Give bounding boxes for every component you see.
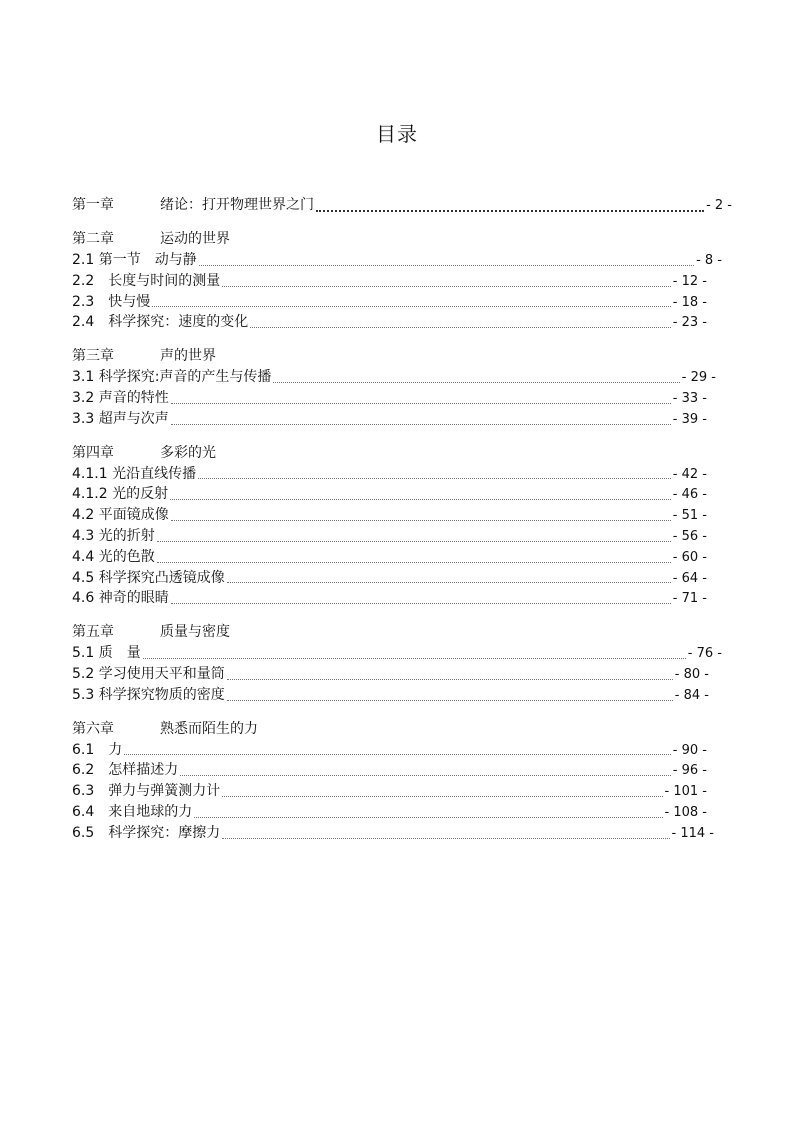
toc-entry[interactable] — [72, 292, 707, 313]
section-title: 动与静 — [154, 252, 197, 268]
chapter-4 — [72, 442, 732, 610]
chapter-number: 第五章 — [72, 624, 114, 641]
section-number: 5.3 — [72, 686, 95, 703]
chapter-title: 质量与密度 — [160, 624, 230, 641]
table-of-contents — [72, 194, 732, 856]
section-number: 5.1 — [72, 645, 95, 662]
dot-leader — [222, 795, 662, 797]
toc-entry[interactable] — [72, 781, 707, 802]
dot-leader — [171, 602, 671, 604]
dot-leader — [227, 581, 671, 583]
section-number: 3.2 — [72, 389, 95, 406]
section-number: 4.1.1 — [72, 465, 108, 482]
section-title: 科学探究凸透镜成像 — [98, 569, 225, 586]
section-number: 2.1 第一节 — [72, 252, 141, 268]
page-number: - 23 - — [672, 315, 707, 331]
chapter-number: 第四章 — [72, 444, 114, 461]
section-number: 4.2 — [72, 507, 95, 524]
chapter-5 — [72, 621, 732, 705]
page-title: 目录 — [376, 122, 418, 146]
page-number: - 33 - — [672, 390, 707, 406]
dot-leader — [198, 477, 671, 479]
section-title: 质 量 — [98, 645, 141, 662]
section-title: 弹力与弹簧测力计 — [108, 783, 221, 800]
page-number: - 8 - — [696, 253, 722, 268]
section-number: 3.3 — [72, 410, 95, 427]
section-title: 快与慢 — [108, 293, 151, 310]
toc-entry[interactable] — [72, 250, 722, 271]
section-number: 4.4 — [72, 548, 95, 565]
dot-leader — [171, 402, 671, 404]
dot-leader — [157, 540, 671, 542]
section-title: 力 — [108, 741, 123, 758]
page-number: - 96 - — [672, 763, 707, 779]
toc-entry[interactable] — [72, 367, 716, 388]
section-number: 2.4 — [72, 314, 95, 331]
toc-entry[interactable] — [72, 588, 707, 609]
toc-entry[interactable] — [72, 464, 707, 485]
chapter-number: 第六章 — [72, 720, 114, 737]
toc-entry[interactable] — [72, 409, 707, 430]
page-number: - 51 - — [672, 508, 707, 524]
section-title: 长度与时间的测量 — [108, 272, 221, 289]
chapter-3 — [72, 345, 732, 429]
section-number: 4.3 — [72, 527, 95, 544]
chapter-title: 声的世界 — [160, 348, 216, 365]
toc-entry[interactable] — [72, 685, 709, 706]
toc-entry[interactable] — [72, 194, 732, 216]
page-number: - 42 - — [672, 466, 707, 482]
chapter-1 — [72, 194, 732, 216]
page-number: - 80 - — [674, 666, 709, 682]
section-number: 4.5 — [72, 569, 95, 586]
section-title: 学习使用天平和量筒 — [98, 665, 225, 682]
section-title: 超声与次声 — [98, 410, 169, 427]
section-title: 光的折射 — [98, 527, 155, 544]
page-number: - 108 - — [664, 804, 707, 820]
section-number: 6.2 — [72, 762, 95, 779]
section-number: 6.4 — [72, 803, 95, 820]
section-title: 神奇的眼睛 — [98, 590, 169, 607]
dot-leader — [199, 264, 694, 266]
section-number: 6.3 — [72, 783, 95, 800]
dot-leader — [222, 285, 671, 287]
dot-leader — [227, 678, 673, 680]
page-number: - 56 - — [672, 528, 707, 544]
toc-entry[interactable] — [72, 568, 707, 589]
page-number: - 84 - — [674, 687, 709, 703]
dot-leader — [273, 381, 679, 383]
toc-entry[interactable] — [72, 271, 707, 292]
page-number: - 2 - — [706, 198, 732, 213]
dot-leader — [157, 561, 671, 563]
section-title: 光沿直线传播 — [112, 465, 197, 482]
page-number: - 12 - — [672, 273, 707, 289]
dot-leader — [170, 498, 671, 500]
page-number: - 101 - — [664, 784, 707, 800]
section-title: 光的反射 — [112, 486, 169, 503]
dot-leader — [124, 753, 671, 755]
section-number: 3.1 — [72, 369, 95, 386]
toc-entry[interactable] — [72, 802, 707, 823]
chapter-heading — [72, 621, 732, 643]
page-number: - 76 - — [687, 646, 722, 662]
section-number: 4.1.2 — [72, 486, 108, 503]
dot-leader — [152, 305, 671, 307]
chapter-heading — [72, 345, 732, 367]
page-number: - 46 - — [672, 487, 707, 503]
dot-leader — [171, 519, 671, 521]
chapter-title: 多彩的光 — [160, 444, 216, 461]
section-title: 光的色散 — [98, 548, 155, 565]
dot-leader — [222, 837, 669, 839]
toc-entry[interactable] — [72, 547, 707, 568]
section-title: 来自地球的力 — [108, 803, 193, 820]
toc-entry[interactable] — [72, 388, 707, 409]
chapter-6 — [72, 718, 732, 844]
section-number: 4.6 — [72, 590, 95, 607]
section-number: 2.3 — [72, 293, 95, 310]
section-title: 科学探究物质的密度 — [98, 686, 225, 703]
section-number: 6.1 — [72, 741, 95, 758]
page-number: - 114 - — [671, 825, 714, 841]
chapter-heading — [72, 442, 732, 464]
toc-entry[interactable] — [72, 526, 707, 547]
chapter-number: 第二章 — [72, 231, 114, 247]
toc-entry[interactable] — [72, 760, 707, 781]
toc-entry[interactable] — [72, 312, 707, 333]
toc-entry[interactable] — [72, 740, 707, 761]
toc-entry[interactable] — [72, 505, 707, 526]
toc-entry[interactable] — [72, 823, 714, 844]
section-title: 平面镜成像 — [98, 507, 169, 524]
chapter-title: 绪论：打开物理世界之门 — [160, 197, 314, 213]
section-title: 声音的特性 — [98, 389, 169, 406]
page-number: - 90 - — [672, 742, 707, 758]
toc-entry[interactable] — [72, 664, 709, 685]
chapter-2 — [72, 228, 732, 333]
dot-leader — [227, 699, 673, 701]
section-number: 6.5 — [72, 824, 95, 841]
section-title: 科学探究：摩擦力 — [108, 824, 221, 841]
dot-leader — [194, 816, 662, 818]
dot-leader — [143, 657, 686, 659]
chapter-heading — [72, 228, 732, 250]
dot-leader — [250, 326, 671, 328]
dot-leader — [171, 423, 671, 425]
toc-entry[interactable] — [72, 643, 722, 664]
page-number: - 64 - — [672, 570, 707, 586]
page-number: - 39 - — [672, 411, 707, 427]
section-number: 5.2 — [72, 665, 95, 682]
section-title: 怎样描述力 — [108, 762, 179, 779]
page-number: - 29 - — [681, 370, 716, 386]
chapter-title: 运动的世界 — [160, 231, 230, 247]
section-title: 科学探究：速度的变化 — [108, 314, 249, 331]
page-number: - 60 - — [672, 549, 707, 565]
dot-leader — [180, 774, 671, 776]
page-number: - 18 - — [672, 294, 707, 310]
chapter-number: 第三章 — [72, 348, 114, 365]
chapter-title: 熟悉而陌生的力 — [160, 720, 258, 737]
chapter-heading — [72, 718, 732, 740]
toc-entry[interactable] — [72, 484, 707, 505]
page-number: - 71 - — [672, 591, 707, 607]
chapter-number: 第一章 — [72, 197, 114, 213]
section-title: 科学探究:声音的产生与传播 — [98, 369, 272, 386]
dot-leader — [316, 209, 704, 212]
section-number: 2.2 — [72, 272, 95, 289]
